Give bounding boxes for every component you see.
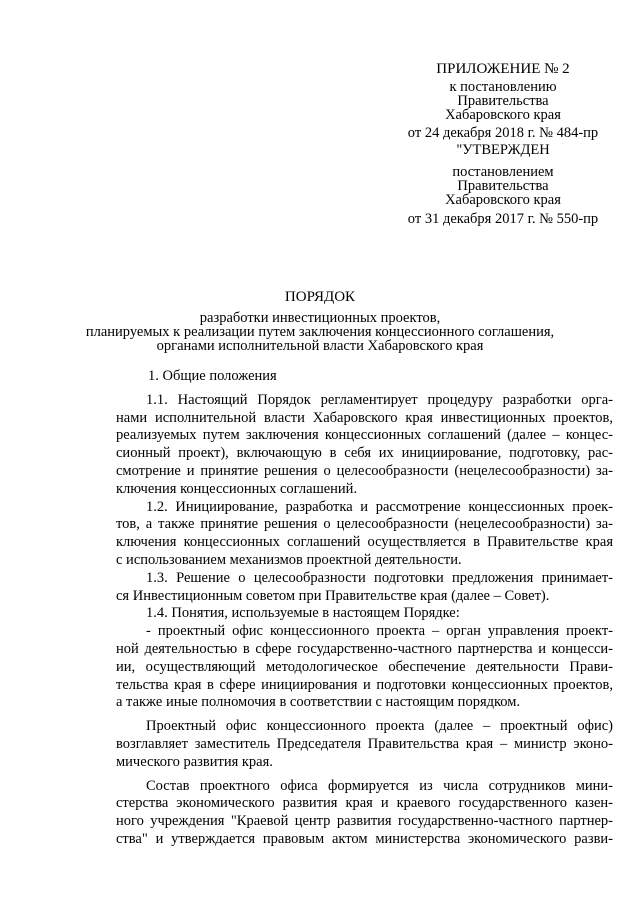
- text-line: Проектный офис концессионного проекта (далее – проектный офис): [146, 718, 613, 735]
- paragraph-1-2: [116, 499, 613, 570]
- text-line: нами исполнительной власти Хабаровского края инвестиционных проектов,: [116, 409, 613, 426]
- text-line: ства" и утверждается правовым актом министерства экономического разви-: [116, 830, 613, 847]
- text-line: ключения концессионных соглашений осуществляется в Правительстве края: [116, 534, 613, 551]
- title-line: органами исполнительной власти Хабаровского края: [156, 338, 484, 354]
- appendix-ref: к постановлению: [449, 79, 557, 95]
- document-title: [0, 290, 640, 353]
- text-line: тов, а также принятие решения о целесообразности (нецелесообразности) за-: [116, 516, 613, 533]
- paragraph-1-1: [116, 392, 613, 499]
- appendix-authority: Правительства: [457, 93, 549, 109]
- section-heading: 1. Общие положения: [148, 368, 277, 384]
- title-line: разработки инвестиционных проектов,: [199, 310, 441, 326]
- paragraph-office-head: [116, 718, 613, 771]
- text-line: возглавляет заместитель Председателя Правительства края – министр эконо-: [116, 735, 613, 752]
- text-line: Состав проектного офиса формируется из числа сотрудников мини-: [146, 777, 613, 794]
- text-line: 1.2. Инициирование, разработка и рассмотрение концессионных проек-: [146, 498, 613, 515]
- paragraph-office-staff: [116, 778, 613, 849]
- text-line: сионный проект), включающую в себя их инициирование, подготовку, рас-: [116, 445, 613, 462]
- text-line: - проектный офис концессионного проекта – орган управления проект-: [146, 623, 613, 640]
- approved-date: от 31 декабря 2017 г. № 550-пр: [407, 211, 599, 227]
- approved-block: [388, 143, 618, 226]
- appendix-number: ПРИЛОЖЕНИЕ № 2: [436, 61, 570, 77]
- text-line: стерства экономического развития края и краевого государственного казен-: [116, 795, 613, 812]
- text-line: ся Инвестиционным советом при Правительстве края (далее – Совет).: [116, 587, 550, 604]
- text-line: ного учреждения "Краевой центр развития государственно-частного партнер-: [116, 813, 613, 830]
- paragraph-1-4: [116, 605, 613, 623]
- paragraph-1-3: [116, 570, 613, 606]
- paragraph-project-office: [116, 623, 613, 712]
- approved-ref: постановлением: [452, 164, 554, 180]
- text-line: реализуемых путем заключения концессионных соглашений (далее – концес-: [116, 427, 613, 444]
- text-line: тельства края в сфере инициирования и подготовки концессионных проектов,: [116, 676, 613, 693]
- approved-heading: "УТВЕРЖДЕН: [456, 142, 550, 158]
- approved-region: Хабаровского края: [445, 192, 561, 208]
- text-line: 1.4. Понятия, используемые в настоящем Порядке:: [146, 605, 460, 622]
- text-line: ии, осуществляющий методологическое обеспечение деятельности Прави-: [116, 658, 613, 675]
- title-heading: ПОРЯДОК: [284, 289, 356, 305]
- text-line: ключения концессионных соглашений.: [116, 480, 358, 497]
- document-body: [116, 368, 613, 849]
- appendix-block: [388, 62, 618, 140]
- text-line: с использованием механизмов проектной деятельности.: [116, 551, 462, 568]
- text-line: мического развития края.: [116, 753, 273, 770]
- text-line: 1.1. Настоящий Порядок регламентирует процедуру разработки орга-: [146, 391, 613, 408]
- text-line: ной деятельностью в сфере государственно-частного партнерства и концесси-: [116, 640, 613, 657]
- title-line: планируемых к реализации путем заключения концессионного соглашения,: [85, 324, 555, 340]
- text-line: а также иные полномочия в соответствии с настоящим порядком.: [116, 694, 521, 711]
- approved-authority: Правительства: [457, 178, 549, 194]
- text-line: смотрение и принятие решения о целесообразности (нецелесообразности) за-: [116, 462, 613, 479]
- text-line: 1.3. Решение о целесообразности подготовки предложения принимает-: [146, 569, 613, 586]
- appendix-date: от 24 декабря 2018 г. № 484-пр: [407, 125, 599, 141]
- appendix-region: Хабаровского края: [445, 107, 561, 123]
